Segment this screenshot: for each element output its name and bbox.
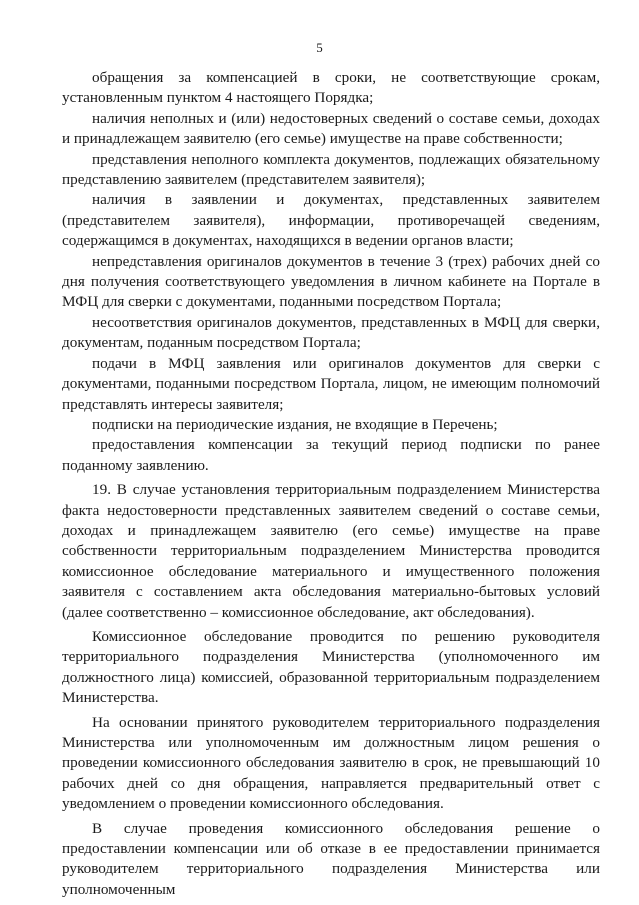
paragraph-3: представления неполного комплекта документов, подлежащих обязательному представлению заявителем (представителем заявителя); (62, 150, 600, 189)
paragraph-9: предоставления компенсации за текущий период подписки по ранее поданному заявлению. (62, 436, 600, 474)
paragraph-10: 19. В случае установления территориальным подразделением Министерства факта недостоверности представленных заявителем сведений о составе семьи, доходах и принадлежащем заявителю (его семье) имуществе на праве собственности территориальным подразделением Министерства проводится комиссионное обследование материального и имущественного положения заявителя с составлением акта обследования материально-бытовых условий (далее соответственно – комиссионное обследование, акт обследования). (62, 481, 600, 621)
paragraph-2: наличия неполных и (или) недостоверных сведений о составе семьи, доходах и принадлежащем заявителю (его семье) имуществе на праве собственности; (62, 109, 600, 148)
paragraph-7: подачи в МФЦ заявления или оригиналов документов для сверки с документами, поданными посредством Портала, лицом, не имеющим полномочий представлять интересы заявителя; (62, 354, 600, 413)
paragraph-13: В случае проведения комиссионного обследования решение о предоставлении компенсации или об отказе в ее предоставлении принимается руководителем территориального подразделения Министерства или уполномоченным (62, 819, 600, 898)
paragraph-4: наличия в заявлении и документах, представленных заявителем (представителем заявителя), информации, противоречащей сведениям, содержащимся в документах, находящихся в ведении органов власти; (62, 191, 600, 250)
paragraph-6: несоответствия оригиналов документов, представленных в МФЦ для сверки, документам, поданным посредством Портала; (62, 313, 600, 352)
page-number: 5 (316, 40, 323, 55)
paragraph-8: подписки на периодические издания, не входящие в Перечень; (92, 415, 498, 433)
paragraph-11: Комиссионное обследование проводится по решению руководителя территориального подразделения Министерства (уполномоченного им должностного лица) комиссией, образованной территориальным подразделением Министерства. (62, 627, 600, 707)
paragraph-12: На основании принятого руководителем территориального подразделения Министерства или уполномоченным им должностным лицом решения о проведении комиссионного обследования заявителю в срок, не превышающий 10 рабочих дней со дня обращения, направляется предварительный ответ с уведомлением о проведении комиссионного обследования. (62, 713, 600, 813)
paragraph-5: непредставления оригиналов документов в течение 3 (трех) рабочих дней со дня получения соответствующего уведомления в личном кабинете на Портале в МФЦ для сверки с документами, поданными посредством Портала; (62, 252, 600, 311)
paragraph-1: обращения за компенсацией в сроки, не соответствующие срокам, установленным пунктом 4 настоящего Порядка; (62, 69, 600, 107)
document-body (62, 68, 600, 900)
